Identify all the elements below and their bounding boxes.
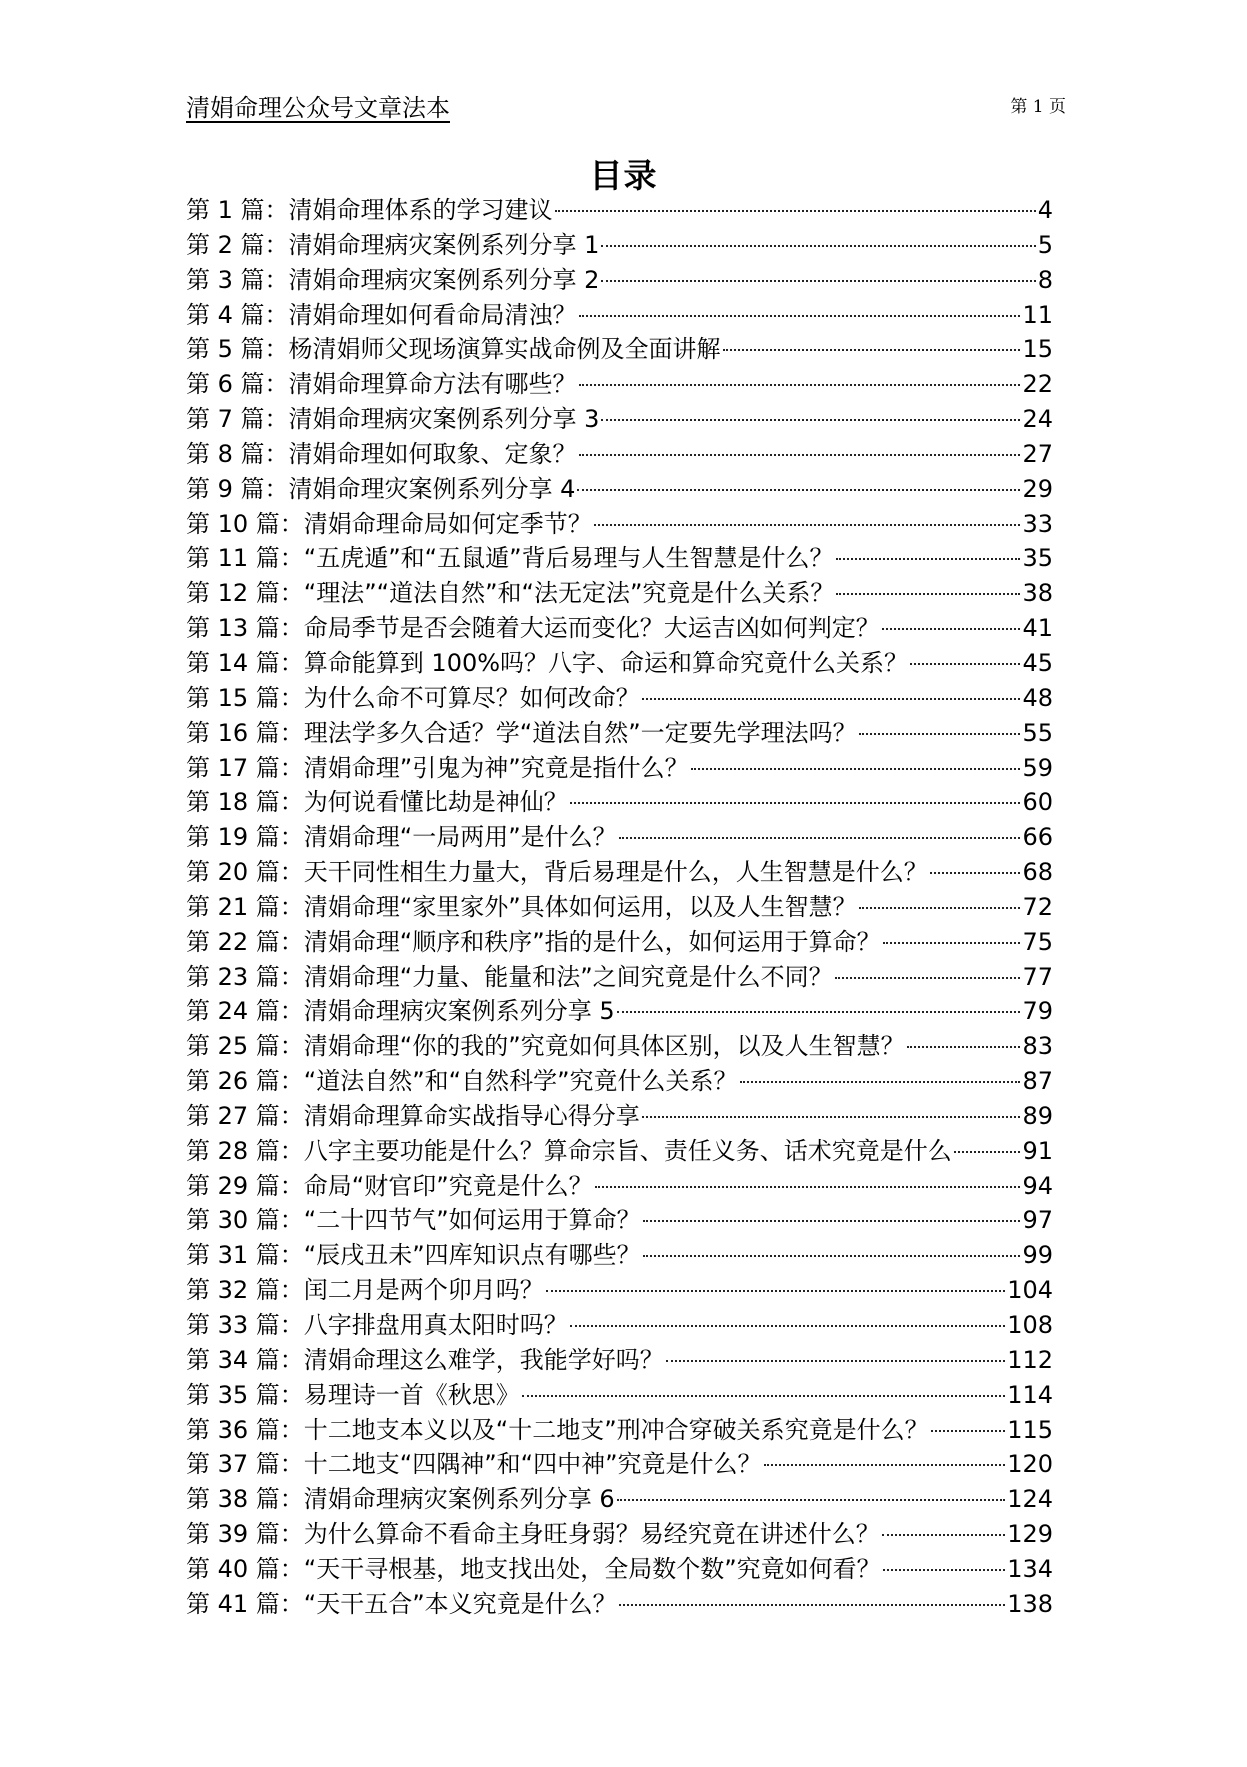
toc-entry-label: 第 27 篇：: [186, 1101, 304, 1130]
toc-entry-label: 第 30 篇：: [186, 1206, 304, 1235]
toc-entry-page-number: 112: [1007, 1345, 1053, 1374]
toc-entry-page-number: 79: [1022, 997, 1053, 1026]
toc-entry-title: “五虎遁”和“五鼠遁”背后易理与人生智慧是什么？: [303, 544, 834, 573]
dot-leader: [522, 1395, 1005, 1397]
toc-entry[interactable]: [186, 751, 1053, 786]
dot-leader: [883, 942, 1021, 944]
toc-entry-page-number: 134: [1007, 1554, 1053, 1583]
toc-entry[interactable]: [186, 1273, 1053, 1308]
toc-entry-title: 清娟命理病灾案例系列分享 3: [288, 405, 600, 434]
toc-entry-label: 第 5 篇：: [186, 335, 289, 364]
toc-entry-page-number: 129: [1007, 1520, 1053, 1549]
toc-entry-page-number: 59: [1022, 753, 1053, 782]
dot-leader: [619, 837, 1021, 839]
toc-entry-page-number: 4: [1037, 196, 1053, 224]
dot-leader: [740, 1081, 1021, 1083]
toc-entry-page-number: 68: [1022, 858, 1053, 887]
dot-leader: [691, 768, 1021, 770]
toc-entry-label: 第 19 篇：: [186, 823, 304, 852]
toc-entry[interactable]: [186, 298, 1053, 333]
dot-leader: [579, 315, 1021, 317]
toc-entry-page-number: 120: [1007, 1450, 1053, 1479]
toc-entry-title: 八字主要功能是什么？算命宗旨、责任义务、话术究竟是什么: [303, 1136, 952, 1165]
toc-entry[interactable]: [186, 1238, 1053, 1273]
toc-entry-label: 第 21 篇：: [186, 892, 304, 921]
toc-entry-page-number: 48: [1022, 683, 1053, 712]
toc-entry-title: 理法学多久合适？学“道法自然”一定要先学理法吗？: [303, 718, 857, 747]
toc-entry[interactable]: [186, 1099, 1053, 1134]
toc-entry[interactable]: [186, 1308, 1053, 1343]
toc-entry-page-number: 11: [1022, 300, 1053, 329]
toc-entry[interactable]: [186, 1378, 1053, 1413]
toc-entry-page-number: 91: [1022, 1136, 1053, 1165]
toc-entry-label: 第 1 篇：: [186, 196, 289, 224]
dot-leader: [910, 663, 1020, 665]
toc-entry-page-number: 114: [1007, 1380, 1053, 1409]
toc-entry-label: 第 12 篇：: [186, 579, 304, 608]
dot-leader: [546, 1290, 1005, 1292]
toc-entry[interactable]: [186, 367, 1053, 402]
toc-entry[interactable]: [186, 855, 1053, 890]
toc-entry[interactable]: [186, 1203, 1053, 1238]
toc-entry-page-number: 83: [1022, 1032, 1053, 1061]
toc-entry-title: 八字排盘用真太阳时吗？: [303, 1311, 568, 1339]
dot-leader: [764, 1464, 1006, 1466]
toc-entry-label: 第 13 篇：: [186, 614, 304, 643]
dot-leader: [883, 1569, 1006, 1571]
toc-entry-title: 命局“财官印”究竟是什么？: [303, 1171, 593, 1200]
toc-entry[interactable]: [186, 1169, 1053, 1204]
page-header: [186, 88, 1066, 128]
toc-entry-page-number: 60: [1022, 788, 1053, 817]
toc-entry-label: 第 15 篇：: [186, 683, 304, 712]
toc-entry-label: 第 22 篇：: [186, 927, 304, 956]
toc-entry-title: 清娟命理“一局两用”是什么？: [303, 823, 617, 852]
toc-entry-label: 第 10 篇：: [186, 509, 304, 538]
toc-entry-label: 第 26 篇：: [186, 1067, 304, 1096]
toc-entry[interactable]: [186, 1064, 1053, 1099]
toc-entry[interactable]: [186, 576, 1053, 611]
toc-entry-label: 第 29 篇：: [186, 1171, 304, 1200]
toc-entry-label: 第 4 篇：: [186, 300, 289, 329]
toc-entry-label: 第 36 篇：: [186, 1415, 304, 1444]
toc-entry-title: 清娟命理灾案例系列分享 4: [288, 474, 576, 503]
toc-entry-title: 清娟命理病灾案例系列分享 2: [288, 265, 600, 294]
toc-entry-title: 为何说看懂比劫是神仙？: [303, 788, 568, 817]
toc-entry-title: “二十四节气”如何运用于算命？: [303, 1206, 641, 1235]
toc-entry-page-number: 108: [1007, 1311, 1053, 1339]
toc-entry-page-number: 35: [1022, 544, 1053, 573]
toc-entry-label: 第 31 篇：: [186, 1241, 304, 1270]
toc-entry-title: 清娟命理“顺序和秩序”指的是什么，如何运用于算命？: [303, 927, 881, 956]
toc-entry-page-number: 15: [1022, 335, 1053, 364]
toc-entry-label: 第 2 篇：: [186, 230, 289, 259]
toc-entry-label: 第 8 篇：: [186, 439, 289, 468]
toc-entry[interactable]: [186, 785, 1053, 820]
toc-entry-page-number: 5: [1037, 230, 1053, 259]
dot-leader: [617, 1011, 1021, 1013]
toc-entry-title: 清娟命理”引鬼为神”究竟是指什么？: [303, 753, 689, 782]
dot-leader: [836, 593, 1020, 595]
toc-entry[interactable]: [186, 437, 1053, 472]
toc-entry-title: 清娟命理体系的学习建议: [288, 196, 553, 224]
toc-entry-title: 天干同性相生力量大，背后易理是什么，人生智慧是什么？: [303, 858, 928, 887]
toc-entry-title: 清娟命理病灾案例系列分享 6: [303, 1485, 615, 1514]
dot-leader: [601, 419, 1020, 421]
toc-entry-label: 第 39 篇：: [186, 1520, 304, 1549]
dot-leader: [666, 1360, 1005, 1362]
toc-entry-title: “理法”“道法自然”和“法无定法”究竟是什么关系？: [303, 579, 835, 608]
toc-entry-label: 第 24 篇：: [186, 997, 304, 1026]
toc-entry[interactable]: [186, 1343, 1053, 1378]
toc-entry[interactable]: [186, 994, 1053, 1029]
toc-entry-label: 第 33 篇：: [186, 1311, 304, 1339]
toc-entry[interactable]: [186, 1413, 1053, 1448]
toc-entry-title: 十二地支“四隅神”和“四中神”究竟是什么？: [303, 1450, 762, 1479]
toc-entry[interactable]: [186, 472, 1053, 507]
toc-entry-label: 第 11 篇：: [186, 544, 304, 573]
toc-entry[interactable]: [186, 1482, 1053, 1517]
toc-entry-page-number: 77: [1022, 962, 1053, 991]
dot-leader: [601, 280, 1035, 282]
toc-entry[interactable]: [186, 507, 1053, 542]
dot-leader: [859, 907, 1021, 909]
toc-entry-page-number: 115: [1007, 1415, 1053, 1444]
toc-entry-title: 闰二月是两个卯月吗？: [303, 1276, 544, 1305]
toc-entry-label: 第 38 篇：: [186, 1485, 304, 1514]
dot-leader: [835, 977, 1021, 979]
dot-leader: [579, 384, 1021, 386]
toc-entry-page-number: 41: [1022, 614, 1053, 643]
toc-entry-title: 清娟命理命局如何定季节？: [303, 509, 592, 538]
toc-entry-page-number: 104: [1007, 1276, 1053, 1305]
toc-entry-page-number: 24: [1022, 405, 1053, 434]
toc-entry-label: 第 41 篇：: [186, 1589, 304, 1618]
toc-entry-page-number: 138: [1007, 1589, 1053, 1618]
toc-entry-label: 第 16 篇：: [186, 718, 304, 747]
toc-entry-page-number: 97: [1022, 1206, 1053, 1235]
toc-entry-page-number: 75: [1022, 927, 1053, 956]
toc-entry[interactable]: [186, 890, 1053, 925]
toc-entry[interactable]: [186, 820, 1053, 855]
dot-leader: [931, 1430, 1006, 1432]
dot-leader: [642, 698, 1021, 700]
toc-entry-title: 清娟命理“力量、能量和法”之间究竟是什么不同？: [303, 962, 833, 991]
toc-entry[interactable]: [186, 716, 1053, 751]
dot-leader: [579, 454, 1021, 456]
toc-entry-page-number: 45: [1022, 648, 1053, 677]
dot-leader: [601, 245, 1035, 247]
toc-entry-page-number: 8: [1037, 265, 1053, 294]
dot-leader: [617, 1499, 1005, 1501]
toc-entry-label: 第 7 篇：: [186, 405, 289, 434]
toc-entry[interactable]: [186, 1517, 1053, 1552]
toc-entry-title: “天干五合”本义究竟是什么？: [303, 1589, 617, 1618]
toc-entry-page-number: 55: [1022, 718, 1053, 747]
toc-entry-label: 第 14 篇：: [186, 648, 304, 677]
toc-entry[interactable]: [186, 228, 1053, 263]
toc-entry-label: 第 3 篇：: [186, 265, 289, 294]
toc-entry-label: 第 9 篇：: [186, 474, 289, 503]
toc-entry[interactable]: [186, 1447, 1053, 1482]
toc-entry-title: 算命能算到 100%吗？八字、命运和算命究竟什么关系？: [303, 648, 909, 677]
toc-entry-label: 第 28 篇：: [186, 1136, 304, 1165]
toc-entry[interactable]: [186, 1029, 1053, 1064]
toc-entry-title: 清娟命理“你的我的”究竟如何具体区别，以及人生智慧？: [303, 1032, 905, 1061]
toc-entry-title: 命局季节是否会随着大运而变化？大运吉凶如何判定？: [303, 614, 880, 643]
toc-entry-page-number: 87: [1022, 1067, 1053, 1096]
toc-entry-title: 清娟命理如何看命局清浊？: [288, 300, 577, 329]
toc-entry-page-number: 27: [1022, 439, 1053, 468]
dot-leader: [723, 349, 1021, 351]
dot-leader: [570, 802, 1021, 804]
toc-entry-title: 杨清娟师父现场演算实战命例及全面讲解: [288, 335, 721, 364]
dot-leader: [643, 1220, 1021, 1222]
dot-leader: [643, 1255, 1021, 1257]
toc-entry-title: “道法自然”和“自然科学”究竟什么关系？: [303, 1067, 738, 1096]
toc-entry[interactable]: [186, 541, 1053, 576]
toc-entry-label: 第 34 篇：: [186, 1345, 304, 1374]
toc-entry-label: 第 23 篇：: [186, 962, 304, 991]
toc-entry-label: 第 25 篇：: [186, 1032, 304, 1061]
dot-leader: [954, 1151, 1021, 1153]
toc-heading: 目录: [589, 156, 658, 195]
toc-entry[interactable]: [186, 402, 1053, 437]
toc-entry-label: 第 17 篇：: [186, 753, 304, 782]
toc-entry-title: 清娟命理算命实战指导心得分享: [303, 1101, 640, 1130]
toc-entry-page-number: 94: [1022, 1171, 1053, 1200]
toc-entry[interactable]: [186, 193, 1053, 228]
toc-entry-title: 清娟命理“家里家外”具体如何运用，以及人生智慧？: [303, 892, 857, 921]
toc-entry-title: 清娟命理这么难学，我能学好吗？: [303, 1345, 664, 1374]
table-of-contents: [186, 193, 1053, 1622]
dot-leader: [907, 1046, 1021, 1048]
toc-entry-page-number: 38: [1022, 579, 1053, 608]
toc-entry-page-number: 66: [1022, 823, 1053, 852]
dot-leader: [882, 628, 1021, 630]
toc-entry-page-number: 72: [1022, 892, 1053, 921]
toc-entry-page-number: 89: [1022, 1101, 1053, 1130]
dot-leader: [570, 1325, 1005, 1327]
toc-entry[interactable]: [186, 1587, 1053, 1622]
dot-leader: [595, 1186, 1021, 1188]
toc-entry[interactable]: [186, 925, 1053, 960]
toc-entry[interactable]: [186, 1552, 1053, 1587]
page-number: 第 1 页: [1010, 97, 1066, 117]
toc-entry-page-number: 99: [1022, 1241, 1053, 1270]
toc-entry-label: 第 18 篇：: [186, 788, 304, 817]
dot-leader: [555, 210, 1036, 212]
toc-entry-label: 第 35 篇：: [186, 1380, 304, 1409]
toc-entry-title: 清娟命理病灾案例系列分享 5: [303, 997, 615, 1026]
toc-entry-title: 为什么命不可算尽？如何改命？: [303, 683, 640, 712]
dot-leader: [859, 733, 1021, 735]
document-title: 清娟命理公众号文章法本: [186, 94, 450, 122]
toc-entry-label: 第 6 篇：: [186, 370, 289, 399]
toc-entry-title: 易理诗一首《秋思》: [303, 1380, 520, 1409]
toc-entry[interactable]: [186, 681, 1053, 716]
dot-leader: [836, 558, 1021, 560]
toc-entry-title: “天干寻根基，地支找出处，全局数个数”究竟如何看？: [303, 1554, 881, 1583]
toc-entry-label: 第 40 篇：: [186, 1554, 304, 1583]
toc-entry[interactable]: [186, 332, 1053, 367]
toc-entry-page-number: 124: [1007, 1485, 1053, 1514]
toc-entry[interactable]: [186, 611, 1053, 646]
dot-leader: [882, 1534, 1005, 1536]
toc-entry-title: 清娟命理如何取象、定象？: [288, 439, 577, 468]
toc-entry-page-number: 33: [1022, 509, 1053, 538]
toc-entry[interactable]: [186, 1134, 1053, 1169]
dot-leader: [594, 524, 1021, 526]
dot-leader: [577, 489, 1020, 491]
toc-entry-title: 为什么算命不看命主身旺身弱？易经究竟在讲述什么？: [303, 1520, 880, 1549]
toc-entry-title: 十二地支本义以及“十二地支”刑冲合穿破关系究竟是什么？: [303, 1415, 929, 1444]
dot-leader: [642, 1116, 1021, 1118]
toc-entry-title: “辰戌丑未”四库知识点有哪些？: [303, 1241, 641, 1270]
toc-entry-page-number: 29: [1022, 474, 1053, 503]
toc-entry-label: 第 20 篇：: [186, 858, 304, 887]
toc-entry-title: 清娟命理病灾案例系列分享 1: [288, 230, 600, 259]
dot-leader: [930, 872, 1021, 874]
toc-entry-title: 清娟命理算命方法有哪些？: [288, 370, 577, 399]
toc-entry-label: 第 32 篇：: [186, 1276, 304, 1305]
dot-leader: [619, 1604, 1006, 1606]
toc-entry[interactable]: [186, 263, 1053, 298]
toc-entry-label: 第 37 篇：: [186, 1450, 304, 1479]
toc-entry[interactable]: [186, 646, 1053, 681]
toc-entry[interactable]: [186, 960, 1053, 995]
toc-entry-page-number: 22: [1022, 370, 1053, 399]
